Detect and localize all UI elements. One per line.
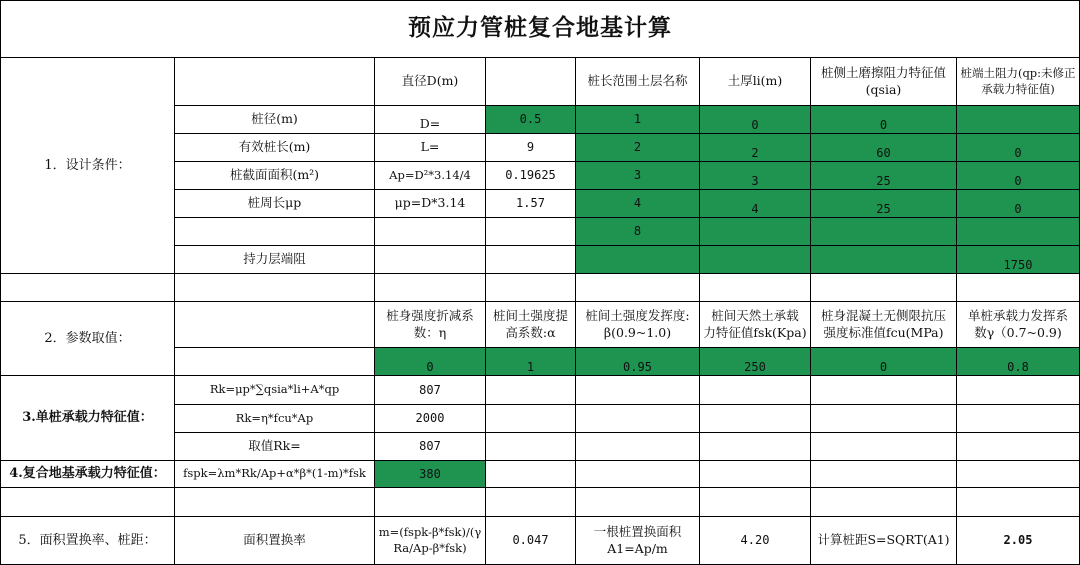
replacement-ratio-label: 面积置换率	[175, 517, 375, 565]
thickness-cell: 3	[700, 162, 811, 190]
value-area: 0.19625	[486, 162, 576, 190]
thickness-cell: 4	[700, 190, 811, 218]
replacement-ratio-value: 0.047	[486, 517, 576, 565]
thickness-cell	[700, 218, 811, 246]
blank-cell	[957, 433, 1080, 461]
blank-cell	[175, 58, 375, 106]
blank-cell	[811, 433, 957, 461]
blank-cell	[576, 376, 700, 405]
blank-cell	[576, 488, 700, 517]
blank-cell	[486, 461, 576, 488]
single-formula-strength: Rk=η*fcu*Ap	[175, 405, 375, 433]
param-header-beta: 桩间土强度发挥度: β(0.9~1.0)	[576, 302, 700, 348]
row-symbol: Ap=D²*3.14/4	[375, 162, 486, 190]
pile-spacing-label: 计算桩距S=SQRT(A1)	[811, 517, 957, 565]
blank-cell	[700, 461, 811, 488]
row-label: 桩截面面积(m²)	[175, 162, 375, 190]
blank-cell	[486, 433, 576, 461]
param-value-fsk: 250	[700, 348, 811, 376]
layer-cell: 4	[576, 190, 700, 218]
param-value-gamma: 0.8	[957, 348, 1080, 376]
blank-cell	[486, 274, 576, 302]
composite-formula: fspk=λm*Rk/Ap+α*β*(1-m)*fsk	[175, 461, 375, 488]
side-cell: 25	[811, 190, 957, 218]
row-label: 有效桩长(m)	[175, 134, 375, 162]
blank-cell	[175, 274, 375, 302]
layer-cell: 2	[576, 134, 700, 162]
single-formula-soil: Rk=μp*∑qsia*li+A*qp	[175, 376, 375, 405]
single-value-strength: 2000	[375, 405, 486, 433]
value-perimeter: 1.57	[486, 190, 576, 218]
header-end-resistance: 桩端土阻力(qp:未修正 承载力特征值)	[957, 58, 1080, 106]
row-symbol: μp=D*3.14	[375, 190, 486, 218]
section-params-label: 2．参数取值：	[0, 302, 175, 376]
side-cell: 25	[811, 162, 957, 190]
blank-cell	[486, 246, 576, 274]
row-symbol: L=	[375, 134, 486, 162]
blank-cell	[811, 488, 957, 517]
blank-cell	[957, 488, 1080, 517]
row-symbol: D=	[375, 106, 486, 134]
blank-cell	[700, 274, 811, 302]
sheet-title: 预应力管桩复合地基计算	[0, 0, 1080, 58]
section-replace-label: 5．面积置换率、桩距：	[0, 517, 175, 565]
value-diameter: 0.5	[486, 106, 576, 134]
end-cell: 0	[957, 134, 1080, 162]
blank-cell	[486, 376, 576, 405]
blank-cell	[811, 274, 957, 302]
section-composite-label: 4.复合地基承载力特征值：	[0, 461, 175, 488]
param-header-gamma: 单桩承载力发挥系 数γ（0.7~0.9)	[957, 302, 1080, 348]
thickness-cell: 0	[700, 106, 811, 134]
side-cell	[811, 218, 957, 246]
single-formula-adopted: 取值Rk=	[175, 433, 375, 461]
blank-cell	[175, 348, 375, 376]
bearing-layer-label: 持力层端阻	[175, 246, 375, 274]
blank-cell	[175, 488, 375, 517]
blank-cell	[375, 246, 486, 274]
layer-cell	[576, 246, 700, 274]
blank-cell	[957, 376, 1080, 405]
layer-cell: 1	[576, 106, 700, 134]
blank-cell	[0, 488, 175, 517]
blank-cell	[700, 488, 811, 517]
side-cell: 60	[811, 134, 957, 162]
end-cell	[957, 218, 1080, 246]
row-label: 桩径(m)	[175, 106, 375, 134]
section-single-label: 3.单桩承载力特征值：	[0, 376, 175, 461]
row-label: 桩周长μp	[175, 190, 375, 218]
end-resistance-value: 1750	[957, 246, 1080, 274]
blank-cell	[700, 376, 811, 405]
blank-cell	[957, 461, 1080, 488]
side-cell: 0	[811, 106, 957, 134]
header-layer-name: 桩长范围土层名称	[576, 58, 700, 106]
replacement-area-label: 一根桩置换面积 A1=Ap/m	[576, 517, 700, 565]
param-value-eta: 0	[375, 348, 486, 376]
blank-cell	[700, 433, 811, 461]
param-value-fcu: 0	[811, 348, 957, 376]
blank-cell	[811, 376, 957, 405]
param-value-alpha: 1	[486, 348, 576, 376]
param-header-fcu: 桩身混凝土无侧限抗压 强度标准值fcu(MPa)	[811, 302, 957, 348]
header-diameter: 直径D(m)	[375, 58, 486, 106]
param-header-alpha: 桩间土强度提 高系数:α	[486, 302, 576, 348]
replacement-ratio-formula: m=(fspk-β*fsk)/(γ Ra/Ap-β*fsk)	[375, 517, 486, 565]
blank-cell	[957, 274, 1080, 302]
blank-cell	[811, 461, 957, 488]
blank-cell	[700, 405, 811, 433]
row-label	[175, 218, 375, 246]
blank-cell	[486, 405, 576, 433]
blank-cell	[375, 274, 486, 302]
blank-cell	[576, 433, 700, 461]
row-symbol	[375, 218, 486, 246]
replacement-area-value: 4.20	[700, 517, 811, 565]
blank-cell	[175, 302, 375, 348]
pile-spacing-value: 2.05	[957, 517, 1080, 565]
layer-cell: 8	[576, 218, 700, 246]
param-value-beta: 0.95	[576, 348, 700, 376]
blank-cell	[375, 488, 486, 517]
header-side-resistance: 桩侧土磨擦阻力特征值 (qsia)	[811, 58, 957, 106]
thickness-cell: 2	[700, 134, 811, 162]
blank-cell	[576, 405, 700, 433]
blank-cell	[486, 58, 576, 106]
end-cell: 0	[957, 162, 1080, 190]
end-cell: 0	[957, 190, 1080, 218]
blank-cell	[486, 218, 576, 246]
section-design-label: 1．设计条件：	[0, 58, 175, 274]
blank-cell	[576, 461, 700, 488]
single-value-adopted: 807	[375, 433, 486, 461]
param-header-eta: 桩身强度折减系 数：η	[375, 302, 486, 348]
blank-cell	[0, 274, 175, 302]
blank-cell	[486, 488, 576, 517]
single-value-soil: 807	[375, 376, 486, 405]
composite-value: 380	[375, 461, 486, 488]
side-cell	[811, 246, 957, 274]
param-header-fsk: 桩间天然土承载 力特征值fsk(Kpa)	[700, 302, 811, 348]
blank-cell	[576, 274, 700, 302]
layer-cell: 3	[576, 162, 700, 190]
value-length: 9	[486, 134, 576, 162]
thickness-cell	[700, 246, 811, 274]
end-cell	[957, 106, 1080, 134]
blank-cell	[811, 405, 957, 433]
blank-cell	[957, 405, 1080, 433]
header-thickness: 土厚li(m)	[700, 58, 811, 106]
